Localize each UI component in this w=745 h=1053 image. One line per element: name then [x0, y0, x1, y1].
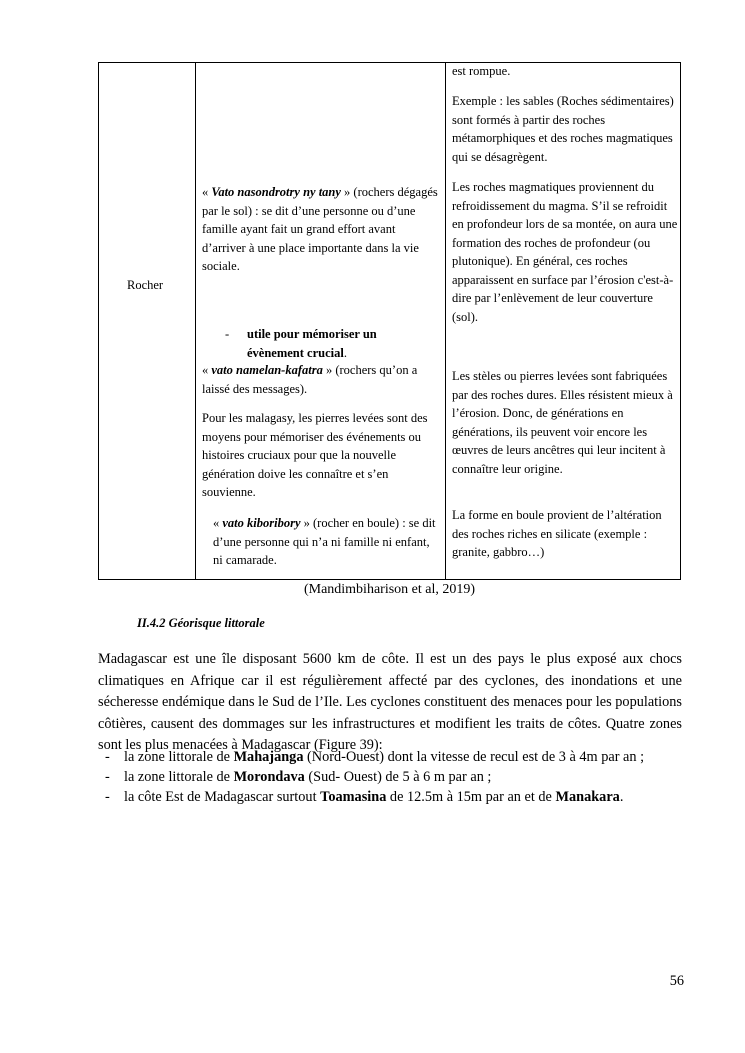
col3-paragraph-2: Les roches magmatiques proviennent du refroidissement du magma. S’il se refroidit en profondeur lors de sa montée, on aura une formation des roches de profondeur (ou plutonique). En général, ces roches apparaissent en surface par l’érosion c'est-à-dire par l’enlèvement de leur couverture (sol). — [452, 180, 678, 324]
table-divider-1 — [195, 63, 196, 579]
col2-bullet-text: utile pour mémoriser un évènement crucial. — [247, 327, 377, 360]
term-vato-namelan-kafatra: vato namelan-kafatra — [211, 363, 323, 377]
col2-paragraph-1: « Vato nasondrotry ny tany » (rochers dégagés par le sol) : se dit d’une personne ou d’une famille ayant fait un grand effort avant d’arriver à une place importante dans la vie sociale. — [202, 185, 438, 273]
term-vato-kiboribory: vato kiboribory — [222, 516, 301, 530]
col3-paragraph-0: est rompue. — [452, 64, 511, 78]
list-item: - la côte Est de Madagascar surtout Toamasina de 12.5m à 15m par an et de Manakara. — [105, 789, 624, 805]
col2-paragraph-3: Pour les malagasy, les pierres levées sont des moyens pour mémoriser des événements ou histoires cruciaux pour que la nouvelle génération doive les connaître et s’en souvienne. — [202, 411, 428, 499]
table-divider-2 — [445, 63, 446, 579]
list-item: - la zone littorale de Morondava (Sud- Ouest) de 5 à 6 m par an ; — [105, 769, 492, 785]
page-number: 56 — [669, 973, 684, 989]
list-item: - la zone littorale de Mahajanga (Nord-Ouest) dont la vitesse de recul est de 3 à 4m par an ; — [105, 749, 645, 765]
table-caption: (Mandimbiharison et al, 2019) — [303, 582, 476, 597]
col3-paragraph-4: La forme en boule provient de l’altération des roches riches en silicate (exemple : granite, gabbro…) — [452, 508, 662, 559]
term-vato-nasondrotry: Vato nasondrotry ny tany — [211, 185, 341, 199]
col3-paragraph-3: Les stèles ou pierres levées sont fabriquées par des roches dures. Elles résistent mieux à l’érosion. Donc, de générations en générations, ils peuvent voir encore les œuvres de leurs ancêtres qui leur incitent à connaître leur origine. — [452, 369, 673, 476]
col2-paragraph-4: « vato kiboribory » (rocher en boule) : se dit d’une personne qui n’a ni famille ni enfant, ni camarade. — [213, 516, 436, 567]
col3-paragraph-1: Exemple : les sables (Roches sédimentaires) sont formés à partir des roches métamorphiques et des roches magmatiques qui se désagrègent. — [452, 94, 674, 164]
col2-bullet-dash: - — [225, 327, 230, 341]
body-paragraph: Madagascar est une île disposant 5600 km de côte. Il est un des pays le plus exposé aux chocs climatiques en Afrique car il est régulièrement affecté par des cyclones, des inondations et une sécheresse endémique dans le Sud de l’Ile. Les cyclones constituent des menaces pour les populations côtières, causent des dommages sur les infrastructures et modifient les traits de côtes. Quatre zones sont les plus menacées à Madagascar (Figure 39): — [98, 651, 682, 753]
section-heading: II.4.2 Géorisque littorale — [137, 616, 265, 630]
zone-list — [98, 748, 698, 808]
row-label-rocher: Rocher — [127, 278, 164, 292]
col2-paragraph-2: « vato namelan-kafatra » (rochers qu’on a laissé des messages). — [202, 363, 418, 396]
rock-table — [98, 62, 681, 580]
